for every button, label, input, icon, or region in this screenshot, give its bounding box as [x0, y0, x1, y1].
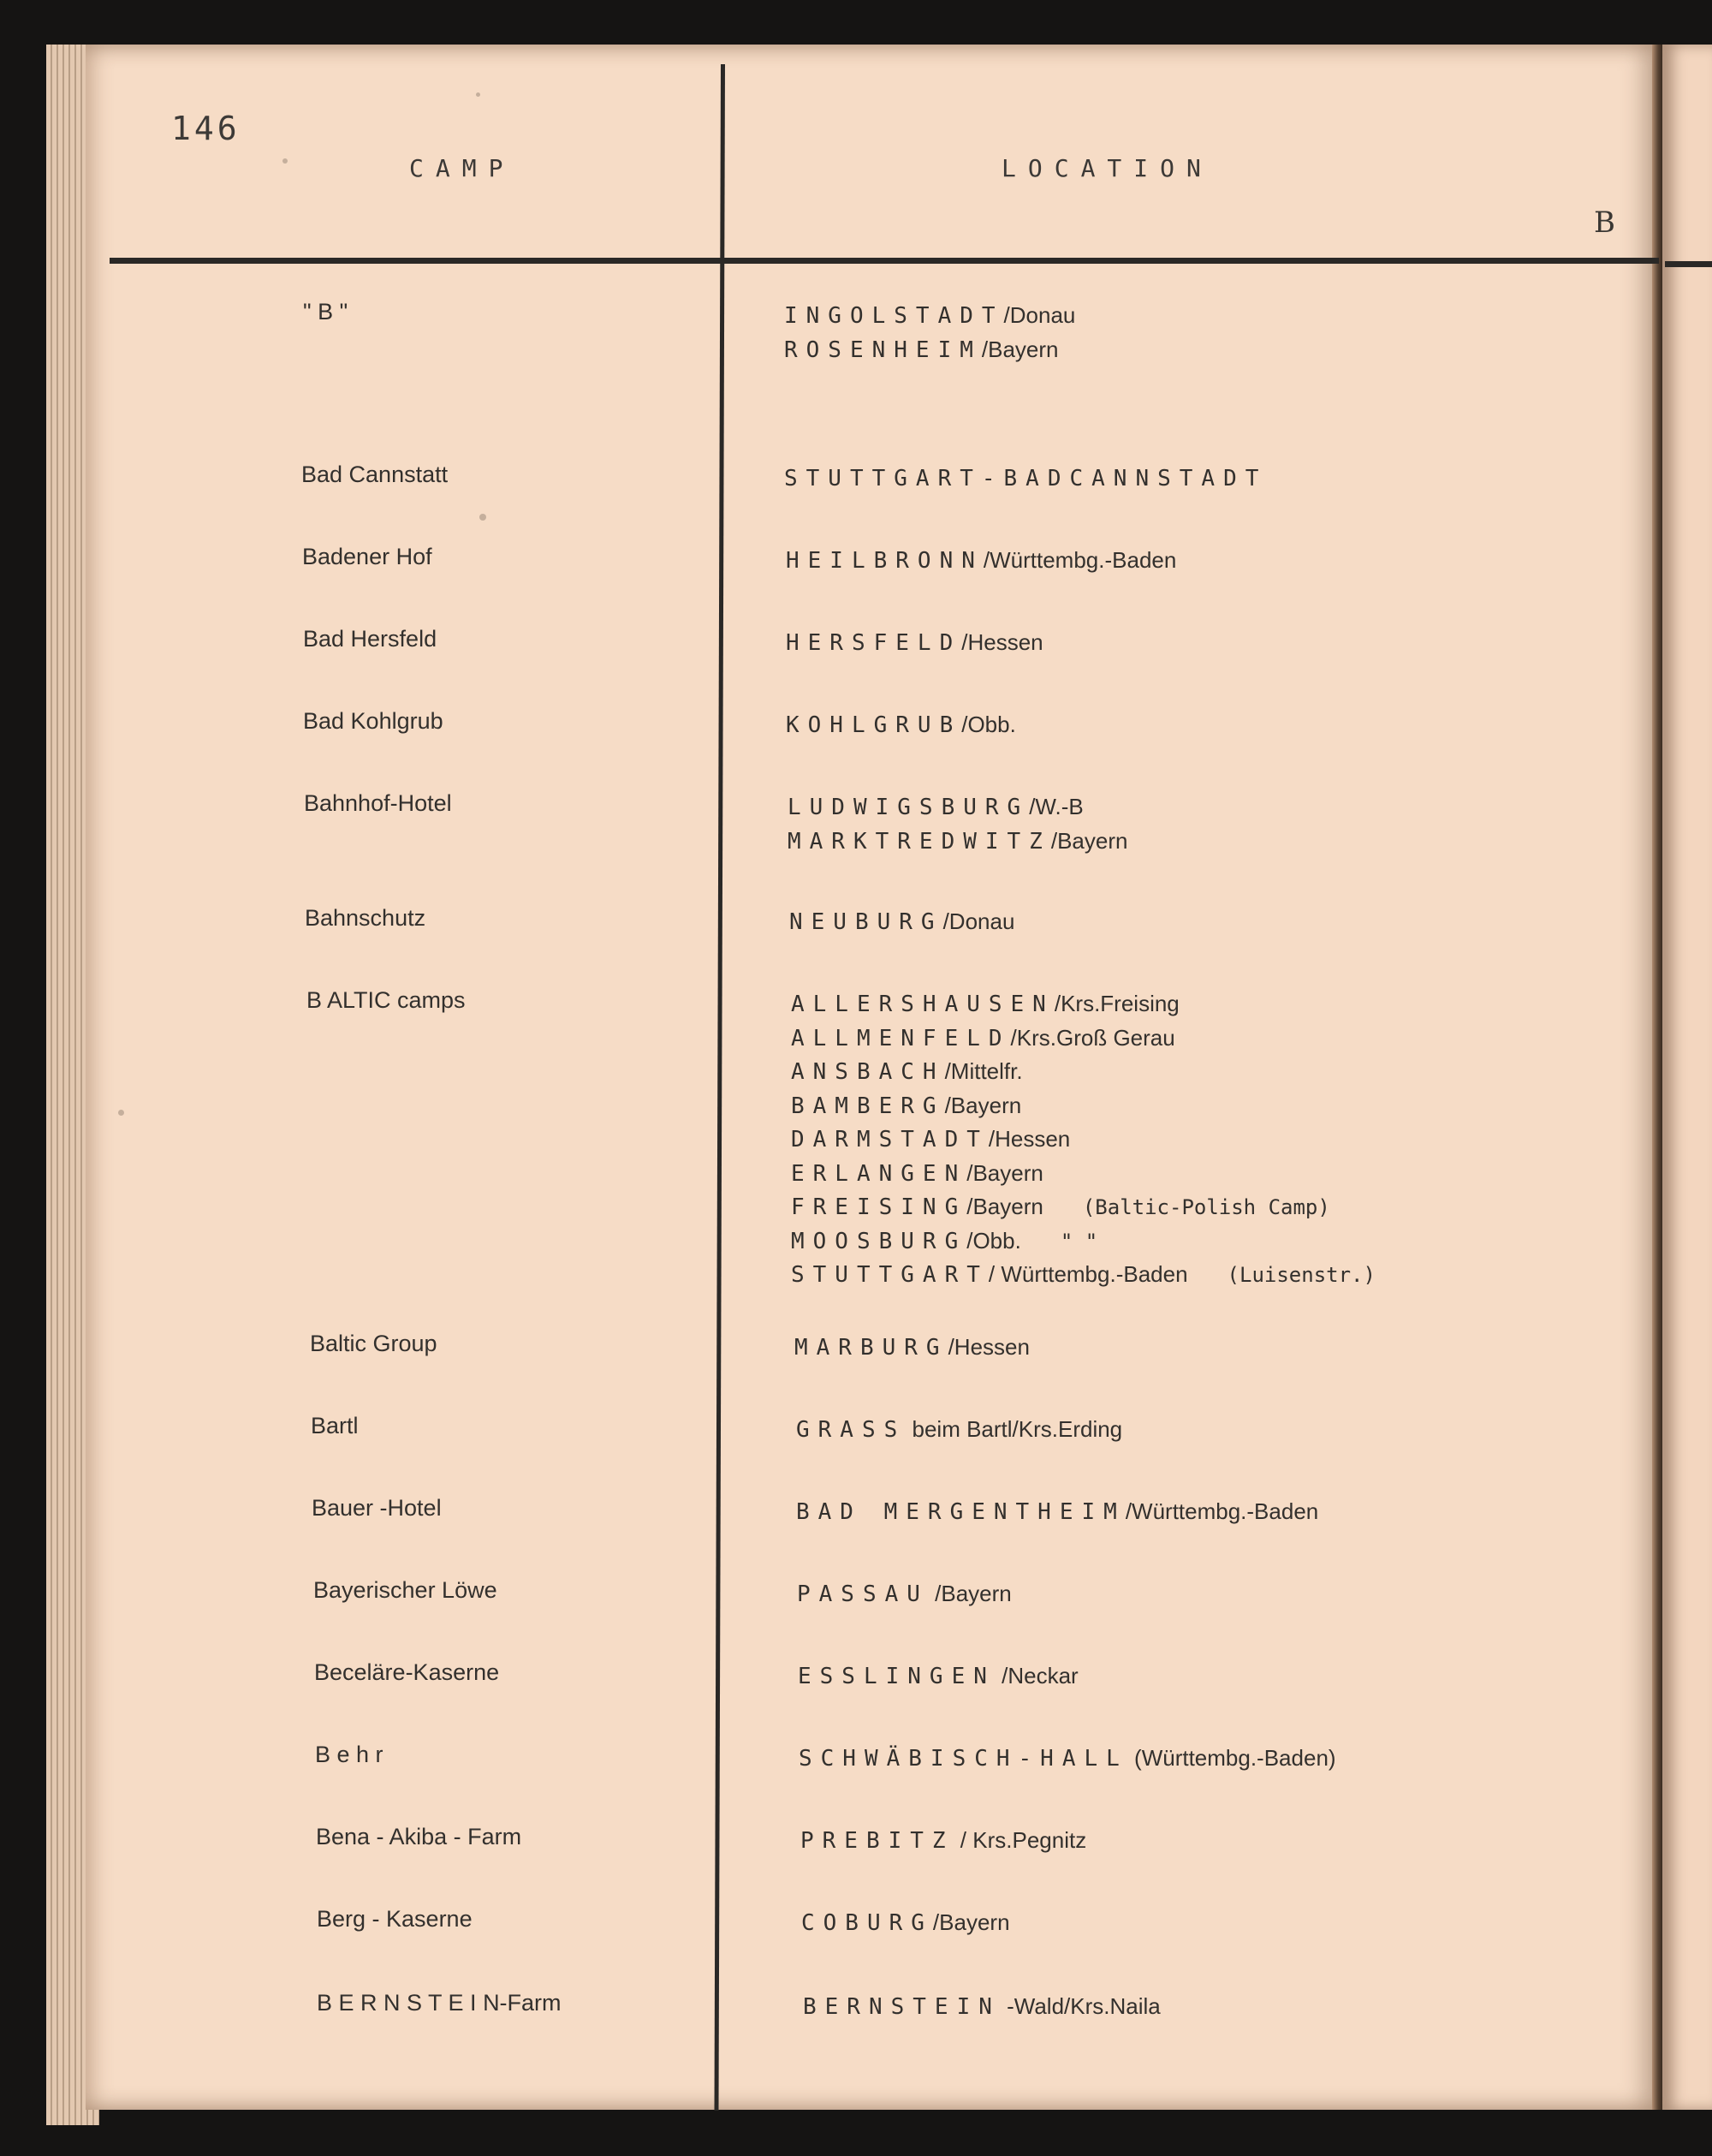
- location-note: (Luisenstr.): [1227, 1263, 1376, 1287]
- location-entry: [791, 1190, 1376, 1224]
- location-city: ROSENHEIM: [784, 337, 982, 363]
- camp-name: Badener Hof: [302, 544, 432, 569]
- location-region: /Obb.: [961, 712, 1016, 737]
- camp-name: Bena - Akiba - Farm: [316, 1824, 522, 1849]
- camp-name: Bayerischer Löwe: [313, 1577, 497, 1603]
- location-region: /Bayern: [944, 1092, 1022, 1118]
- page-number: 146: [171, 110, 241, 147]
- location-city: ESSLINGEN: [798, 1664, 996, 1689]
- location-region: / Württembg.-Baden: [988, 1261, 1188, 1287]
- location-region: /Hessen: [948, 1334, 1030, 1360]
- location-list: [789, 905, 1014, 939]
- location-region: /Krs.Groß Gerau: [1010, 1024, 1175, 1051]
- location-region: /Obb.: [966, 1227, 1021, 1254]
- location-entry: [791, 1224, 1376, 1259]
- location-city: INGOLSTADT: [784, 303, 1004, 329]
- location-region: /Donau: [1003, 302, 1076, 328]
- location-entry: [791, 1157, 1376, 1191]
- location-region: / Krs.Pegnitz: [954, 1827, 1087, 1853]
- camp-name: Baltic Group: [310, 1331, 437, 1356]
- camp-name: Bad Hersfeld: [303, 626, 437, 652]
- location-list: [798, 1659, 1079, 1694]
- location-city: LUDWIGSBURG: [788, 795, 1030, 820]
- location-city: PASSAU: [797, 1581, 929, 1607]
- camp-name: B ALTIC camps: [306, 987, 466, 1013]
- location-list: [788, 790, 1127, 858]
- section-letter: B: [1594, 205, 1615, 240]
- camp-name: " B ": [303, 299, 348, 325]
- location-region: /W.-B: [1029, 794, 1084, 819]
- location-entry: [788, 825, 1127, 859]
- location-region: /Hessen: [988, 1126, 1071, 1152]
- location-city: BAD MERGENTHEIM: [796, 1499, 1126, 1525]
- location-entry: [801, 1906, 1010, 1940]
- location-list: [784, 299, 1075, 366]
- location-city: STUTTGART-BADCANNSTADT: [784, 466, 1268, 491]
- location-entry: [791, 1055, 1376, 1089]
- location-city: ALLMENFELD: [791, 1025, 1011, 1051]
- paper-speck: [479, 514, 486, 521]
- location-entry: [791, 1021, 1376, 1056]
- location-city: SCHWÄBISCH-HALL: [799, 1746, 1128, 1772]
- paper-speck: [476, 92, 480, 97]
- location-note: (Baltic-Polish Camp): [1082, 1195, 1330, 1219]
- location-list: [786, 626, 1043, 660]
- location-entry: [786, 544, 1176, 578]
- paper-speck: [282, 158, 288, 164]
- camp-name: Beceläre-Kaserne: [314, 1659, 500, 1685]
- location-region: /Württembg.-Baden: [1125, 1498, 1319, 1524]
- location-region: /Bayern: [966, 1194, 1043, 1219]
- location-entry: [789, 905, 1014, 939]
- location-city: MARKTREDWITZ: [788, 828, 1051, 855]
- location-entry: [791, 987, 1376, 1021]
- location-region: /Donau: [942, 908, 1015, 934]
- location-region: -Wald/Krs.Naila: [1000, 1993, 1161, 2019]
- location-list: [791, 987, 1376, 1292]
- camp-name: Bahnschutz: [305, 905, 426, 931]
- location-list: [784, 462, 1267, 496]
- location-city: BAMBERG: [791, 1093, 945, 1119]
- location-entry: [791, 1123, 1376, 1157]
- location-city: KOHLGRUB: [786, 712, 962, 738]
- location-entry: [784, 462, 1267, 496]
- location-list: [799, 1742, 1336, 1776]
- location-city: GRASS: [796, 1417, 907, 1443]
- location-city: MARBURG: [794, 1335, 948, 1361]
- location-list: [796, 1495, 1318, 1529]
- location-city: STUTTGART: [791, 1262, 989, 1288]
- location-city: HEILBRONN: [786, 548, 984, 574]
- facing-page-edge: [1662, 45, 1712, 2110]
- location-city: ANSBACH: [791, 1059, 945, 1085]
- location-entry: [796, 1413, 1122, 1447]
- location-region: /Bayern: [1050, 827, 1128, 854]
- location-entry: [797, 1577, 1012, 1611]
- location-list: [803, 1990, 1161, 2024]
- location-entry: [786, 626, 1043, 660]
- location-entry: [791, 1089, 1376, 1123]
- camp-name: Bahnhof-Hotel: [304, 790, 452, 816]
- facing-header-rule: [1665, 261, 1712, 267]
- camp-name: B e h r: [315, 1742, 383, 1767]
- location-entry: [798, 1659, 1079, 1694]
- location-entry: [784, 333, 1075, 367]
- paper-speck: [118, 1110, 124, 1116]
- location-city: PREBITZ: [800, 1828, 954, 1854]
- camp-name: Bartl: [311, 1413, 359, 1438]
- location-city: MOOSBURG: [791, 1228, 967, 1254]
- location-city: FREISING: [791, 1194, 967, 1220]
- location-region: /Hessen: [961, 629, 1043, 655]
- location-list: [800, 1824, 1086, 1858]
- location-entry: [800, 1824, 1086, 1858]
- location-region: /Mittelfr.: [944, 1058, 1023, 1084]
- location-entry: [786, 708, 1016, 742]
- location-entry: [799, 1742, 1336, 1776]
- location-entry: [794, 1331, 1030, 1365]
- location-region: /Bayern: [981, 336, 1059, 362]
- location-list: [801, 1906, 1010, 1940]
- location-note: " ": [1060, 1229, 1098, 1254]
- location-city: ERLANGEN: [791, 1160, 967, 1187]
- location-region: /Württembg.-Baden: [983, 547, 1177, 573]
- camp-name: B E R N S T E I N-Farm: [317, 1990, 562, 2016]
- camp-name: Bauer -Hotel: [312, 1495, 442, 1521]
- location-city: COBURG: [801, 1910, 933, 1936]
- location-entry: [796, 1495, 1318, 1529]
- location-list: [786, 708, 1016, 742]
- location-region: /Bayern: [966, 1159, 1043, 1186]
- location-entry: [788, 790, 1127, 825]
- location-list: [796, 1413, 1122, 1447]
- location-region: /Neckar: [995, 1663, 1079, 1688]
- location-entry: [791, 1258, 1376, 1292]
- location-city: ALLERSHAUSEN: [791, 992, 1055, 1017]
- location-region: /Bayern: [928, 1581, 1012, 1606]
- location-city: HERSFELD: [786, 630, 962, 656]
- location-entry: [784, 299, 1075, 333]
- location-list: [794, 1331, 1030, 1365]
- header-rule: [110, 258, 1659, 264]
- location-city: BERNSTEIN: [803, 1994, 1001, 2020]
- column-header-location: LOCATION: [1002, 154, 1213, 182]
- location-region: beim Bartl/Krs.Erding: [906, 1416, 1123, 1442]
- location-list: [797, 1577, 1012, 1611]
- location-region: /Bayern: [932, 1909, 1010, 1935]
- column-header-camp: CAMP: [409, 154, 515, 182]
- camp-name: Berg - Kaserne: [317, 1906, 473, 1932]
- location-region: /Krs.Freising: [1054, 991, 1180, 1016]
- location-region: (Württembg.-Baden): [1127, 1745, 1336, 1771]
- location-city: NEUBURG: [789, 909, 943, 935]
- location-list: [786, 544, 1176, 578]
- location-entry: [803, 1990, 1161, 2024]
- camp-name: Bad Kohlgrub: [303, 708, 443, 734]
- location-city: DARMSTADT: [791, 1127, 989, 1152]
- camp-name: Bad Cannstatt: [301, 462, 449, 487]
